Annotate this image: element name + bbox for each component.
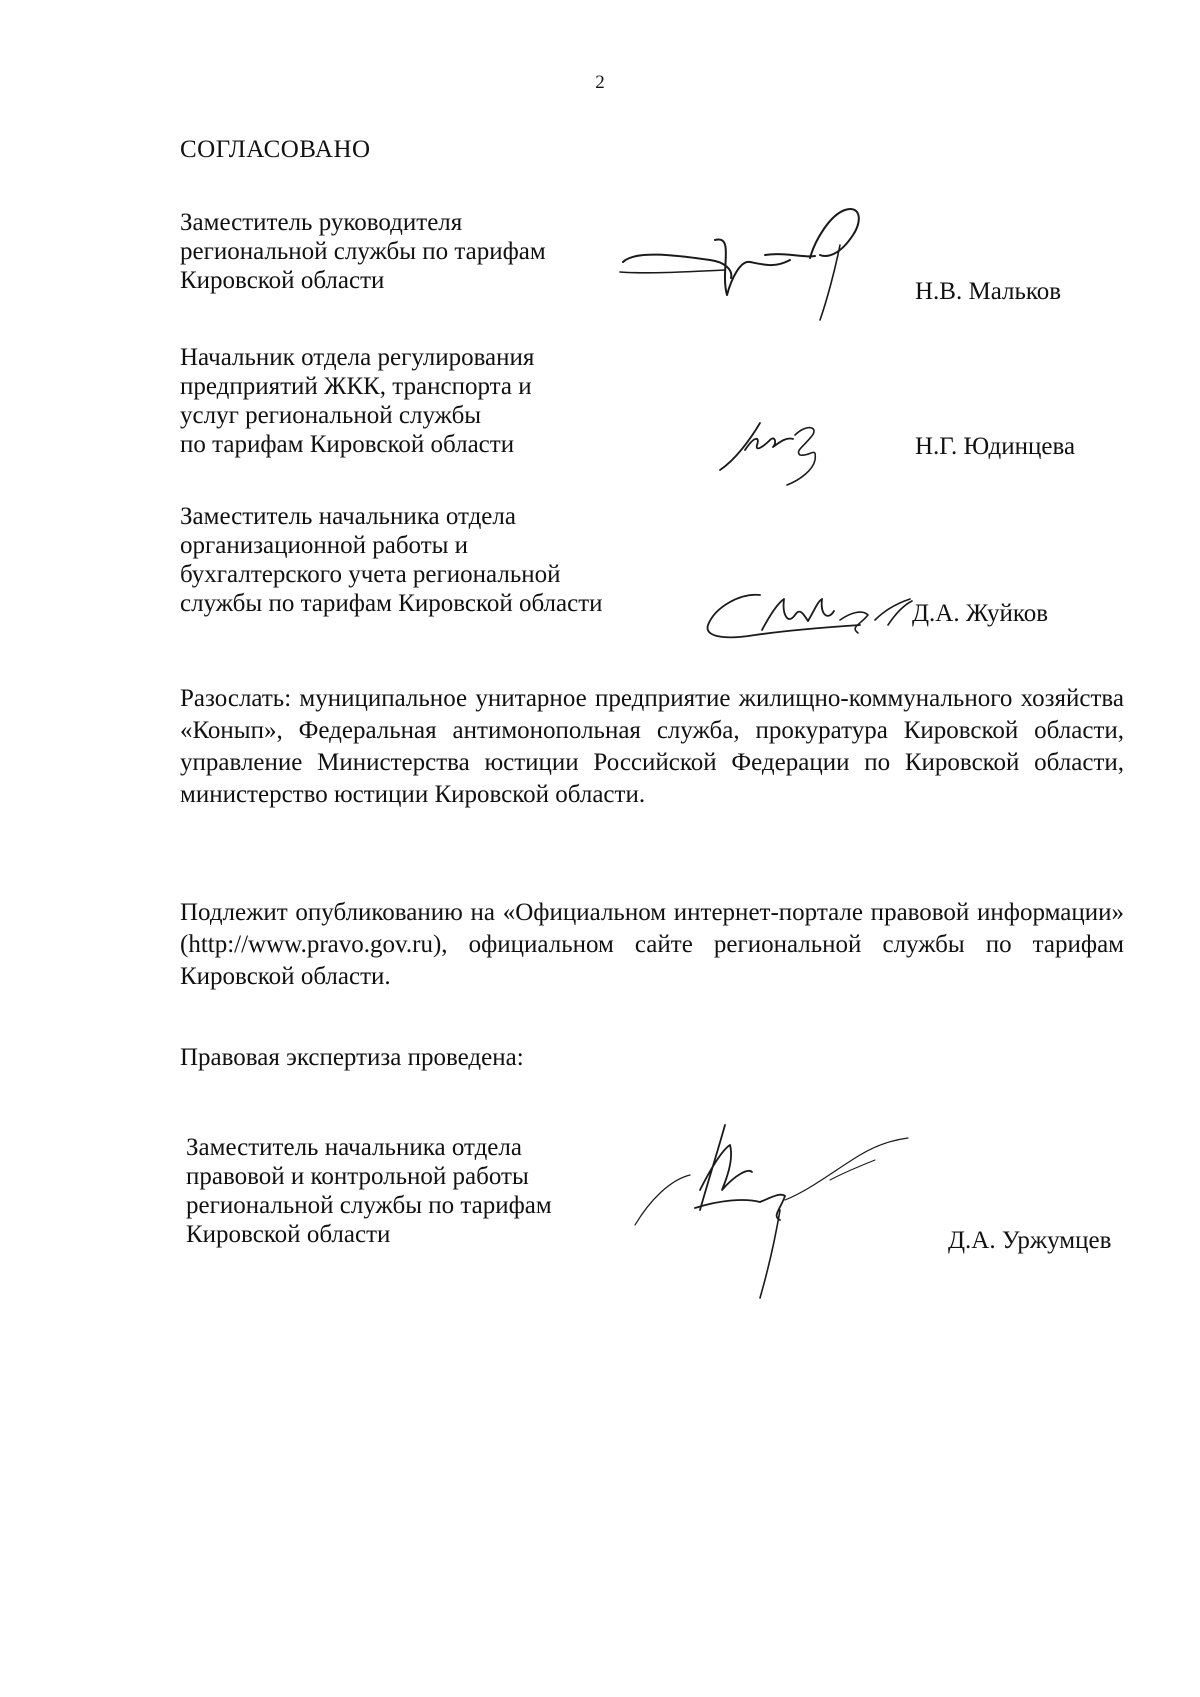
signer-2-name: Н.Г. Юдинцева xyxy=(915,433,1076,460)
signer-3-position-line: Заместитель начальника отдела xyxy=(180,503,516,530)
legal-review-position-line: Кировской области xyxy=(186,1221,391,1248)
signer-3-name: Д.А. Жуйков xyxy=(912,600,1049,627)
legal-review-position-line: правовой и контрольной работы xyxy=(186,1163,529,1190)
legal-review-name: Д.А. Уржумцев xyxy=(948,1227,1112,1254)
publication-paragraph: Подлежит опубликованию на «Официальном интернет-портале правовой информации» (http://www.pravo.gov.ru), официальном сайте региональной службы по тарифам Кировской области. xyxy=(180,899,1124,990)
distribution-paragraph: Разослать: муниципальное унитарное предприятие жилищно-коммунального хозяйства «Конып», Федеральная антимонопольная служба, прокуратура Кировской области, управление Министерства юстиции Российской Федерации по Кировской области, министерство юстиции Кировской области. xyxy=(180,685,1124,808)
approval-heading: СОГЛАСОВАНО xyxy=(180,136,371,163)
signer-1-position xyxy=(180,208,546,295)
signer-3-position xyxy=(180,502,603,618)
page-number: 2 xyxy=(595,72,605,93)
signature-4-image xyxy=(630,1120,930,1300)
signer-2-position-line: по тарифам Кировской области xyxy=(180,431,515,458)
signature-3-image xyxy=(700,585,915,655)
signer-2-position-line: услуг региональной службы xyxy=(180,402,482,429)
legal-review-position-line: Заместитель начальника отдела xyxy=(186,1134,522,1161)
signature-2-image xyxy=(715,415,835,490)
signer-2-position xyxy=(180,343,534,459)
signature-1-image xyxy=(615,200,925,330)
signer-1-name: Н.В. Мальков xyxy=(915,278,1062,305)
signer-2-position-line: Начальник отдела регулирования xyxy=(180,344,535,371)
signer-1-position-line: Заместитель руководителя xyxy=(180,209,463,236)
legal-review-heading: Правовая экспертиза проведена: xyxy=(180,1044,524,1071)
signer-1-position-line: региональной службы по тарифам xyxy=(180,238,546,265)
signer-3-position-line: организационной работы и xyxy=(180,532,469,559)
legal-review-position-line: региональной службы по тарифам xyxy=(186,1192,552,1219)
signer-1-position-line: Кировской области xyxy=(180,267,385,294)
signer-2-position-line: предприятий ЖКК, транспорта и xyxy=(180,373,532,400)
signer-3-position-line: службы по тарифам Кировской области xyxy=(180,590,603,617)
legal-review-position xyxy=(186,1133,552,1249)
signer-3-position-line: бухгалтерского учета региональной xyxy=(180,561,561,588)
